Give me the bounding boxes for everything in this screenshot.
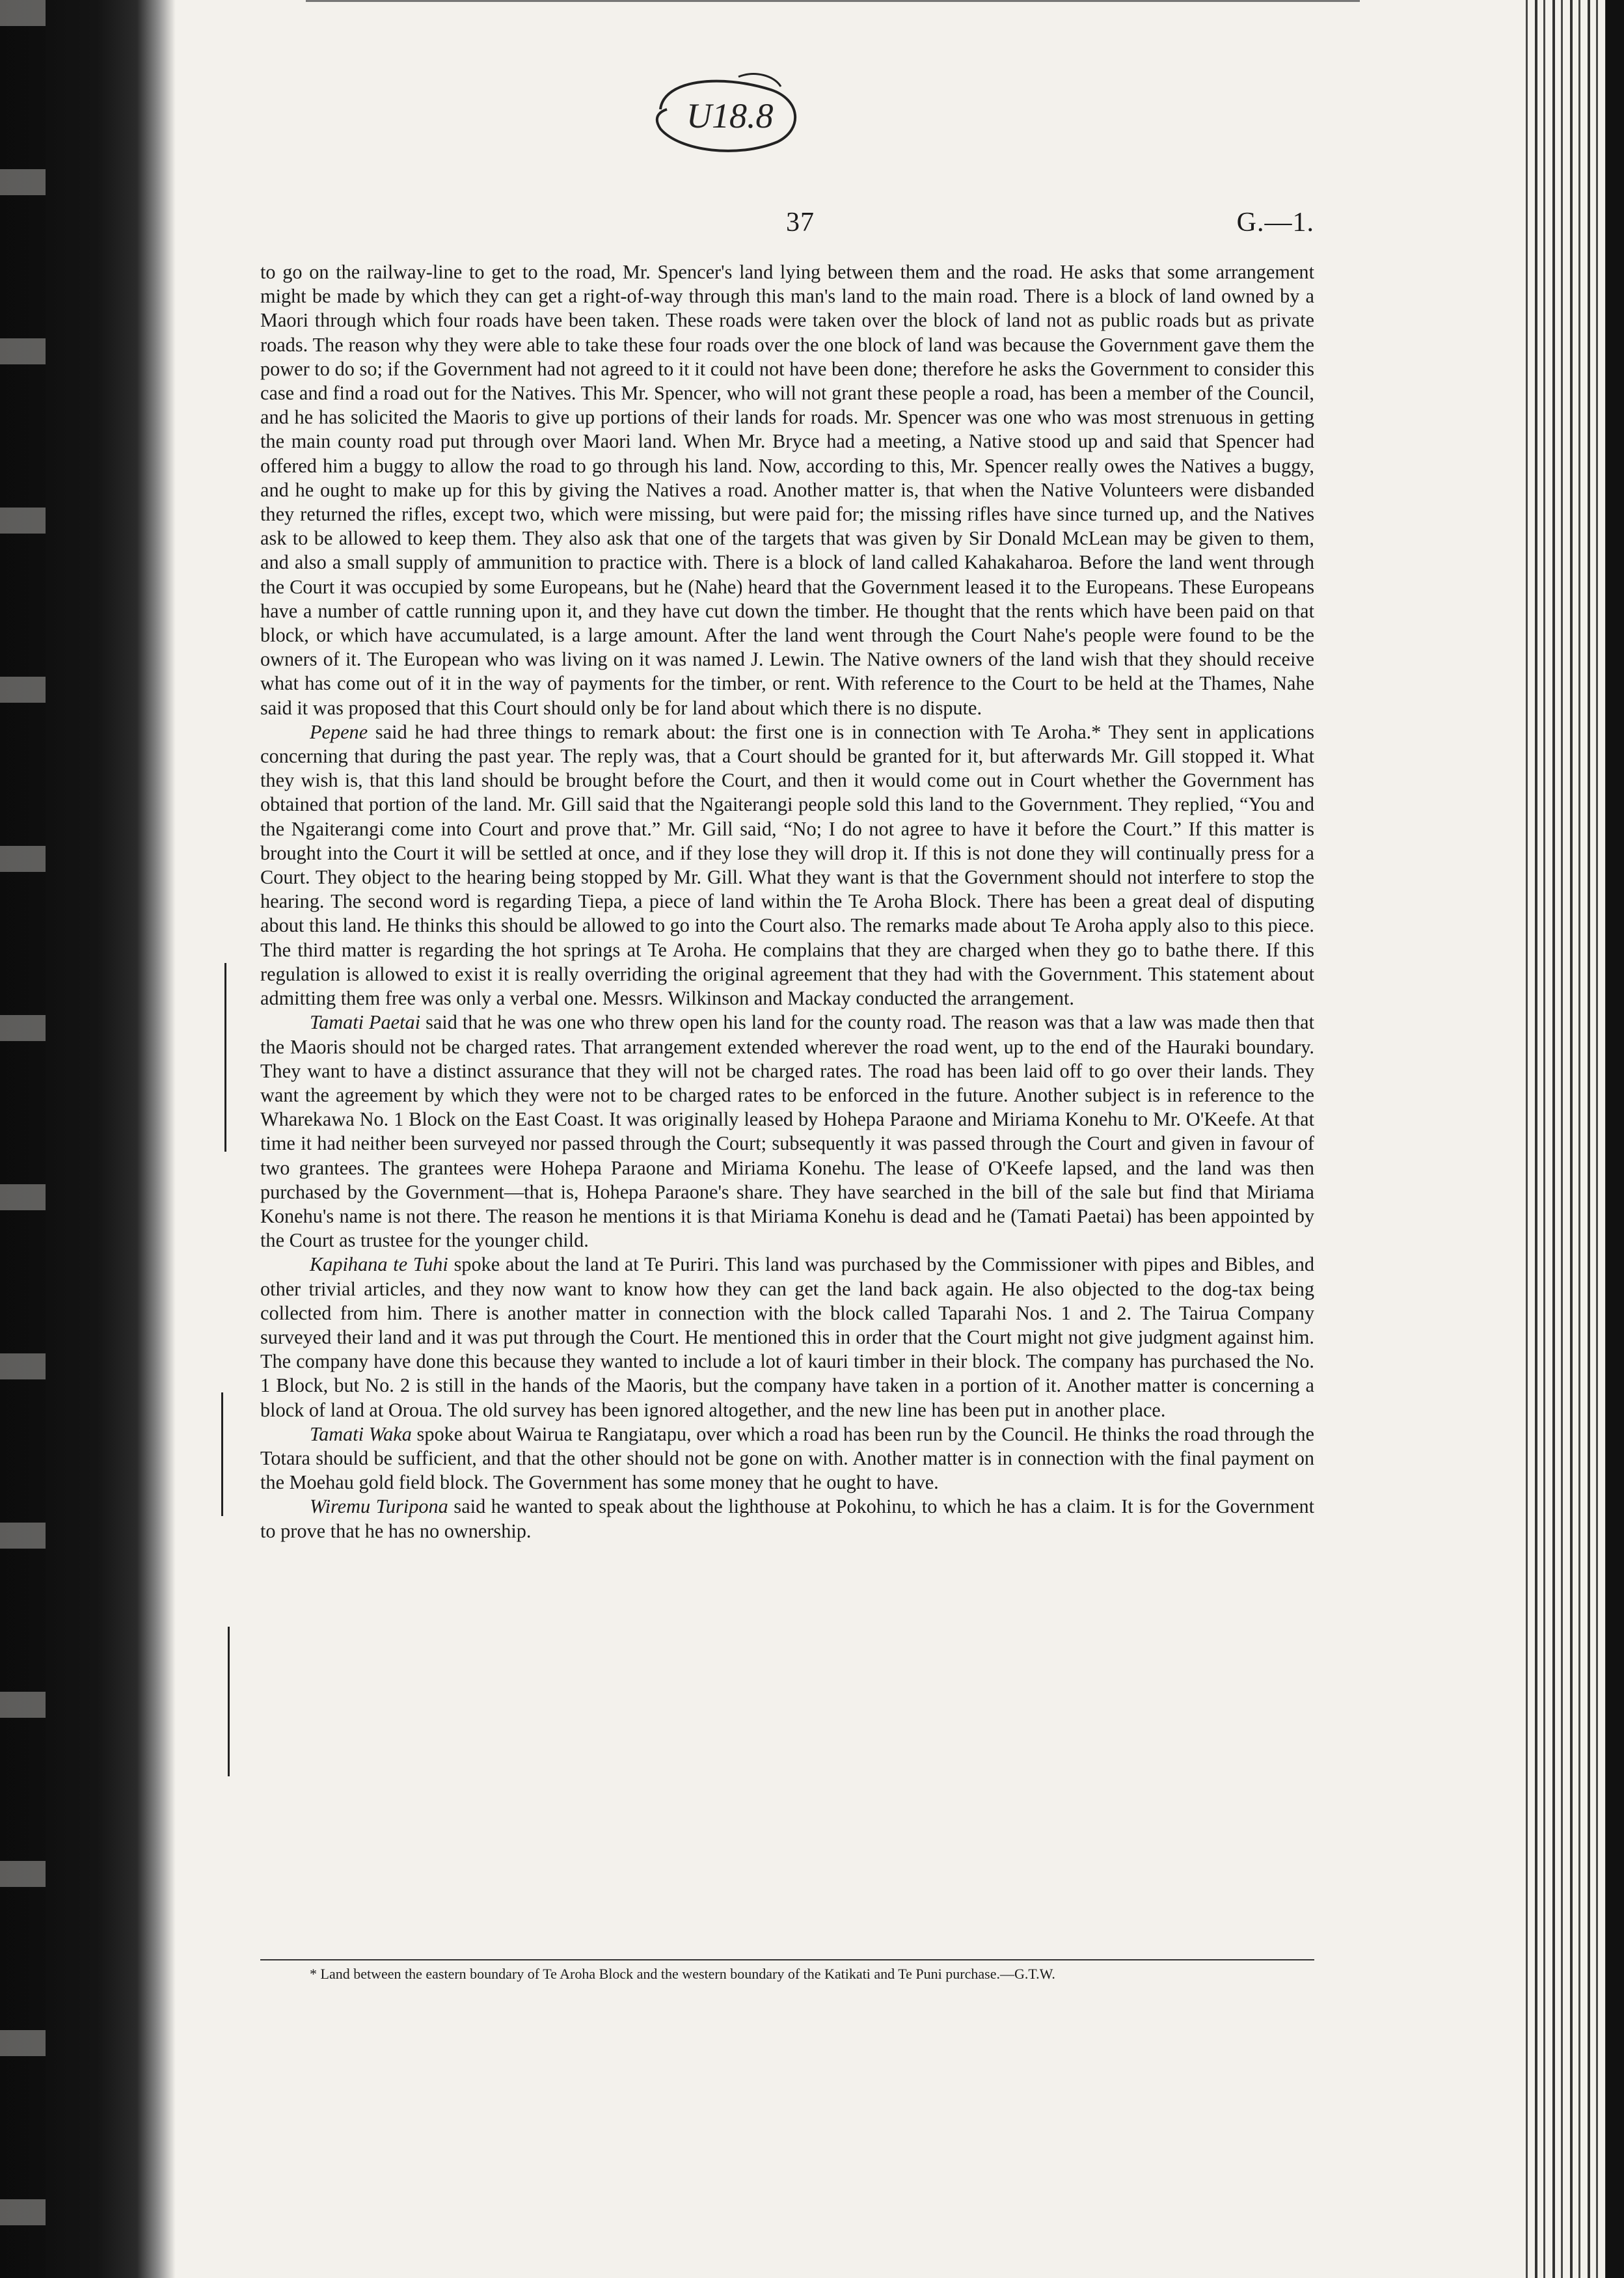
footnote: * Land between the eastern boundary of Te Aroha Block and the western boundary of the Katikati and Te Puni purchase.—G.T.W. <box>310 1966 1055 1982</box>
speaker-name: Pepene <box>310 720 368 743</box>
stamp-text: U18.8 <box>686 96 774 135</box>
speaker-name: Tamati Paetai <box>310 1011 421 1034</box>
speaker-name: Wiremu Turipona <box>310 1495 448 1518</box>
margin-pencil-mark <box>228 1627 230 1776</box>
body-text <box>260 260 1314 1543</box>
stamp-ring-icon <box>641 64 810 161</box>
paragraph-wiremu-turipona <box>260 1495 1314 1543</box>
speaker-name: Tamati Waka <box>310 1422 412 1445</box>
document-reference: G.—1. <box>1236 208 1314 237</box>
paragraph-text: said that he was one who threw open his land for the county road. The reason was that a law was made then that the Maoris should not be charged rates. That arrangement extended wherever the road went, up to the end of the Hauraki boundary. They want to have a distinct assurance that they will not be charged rates. The road has been laid off to go over their lands. They want the agreement by which they were not to be charged rates to be enforced in the future. Another subject is in reference to the Wharekawa No. 1 Block on the East Coast. It was originally leased by Hohepa Paraone and Miriama Konehu to Mr. O'Keefe. At that time it had neither been surveyed nor passed through the Court; subsequently it was passed through the Court and given in favour of two grantees. The grantees were Hohepa Paraone and Miriama Konehu. The lease of O'Keefe lapsed, and the land was then purchased by the Government—that is, Hohepa Paraone's share. They have searched in the bill of the sale but find that Miriama Konehu's name is not there. The reason he mentions it is that Miriama Konehu is dead and he (Tamati Paetai) has been appointed by the Court as trustee for the younger child. <box>260 1011 1314 1252</box>
paragraph-text: said he wanted to speak about the lighthouse at Pokohinu, to which he has a claim. It is for the Government to prove that he has no ownership. <box>260 1495 1315 1542</box>
paragraph-text: to go on the railway-line to get to the road, Mr. Spencer's land lying between them and the road. He asks that some arrangement might be made by which they can get a right-of-way through this man's land to the main road. There is a block of land owned by a Maori through which four roads have been taken. These roads were taken over the block of land not as public roads but as private roads. The reason why they were able to take these four roads over the one block of land was because the Government gave them the power to do so; if the Government had not agreed to it it could not have been done; therefore he asks the Government to consider this case and find a road out for the Natives. This Mr. Spencer, who will not grant these people a road, has been a member of the Council, and he has solicited the Maoris to give up portions of their lands for roads. Mr. Spencer was one who was most strenuous in getting the main county road put through over Maori land. When Mr. Bryce had a meeting, a Native stood up and said that Spencer had offered him a buggy to allow the road to go through his land. Now, according to this, Mr. Spencer really owes the Natives a buggy, and he ought to make up for this by giving the Natives a road. Another matter is, that when the Native Volunteers were disbanded they returned the rifles, except two, which were missing, but were paid for; the missing rifles have since turned up, and the Natives ask to be allowed to keep them. They also ask that one of the targets that was given by Sir Donald McLean may be given to them, and also a small supply of ammunition to practice with. There is a block of land called Kahakaharoa. Before the land went through the Court it was occupied by some Europeans, but he (Nahe) heard that the Government leased it to the Europeans. These Europeans have a number of cattle running upon it, and they have cut down the timber. He thought that the rents which have been paid on that block, or which have accumulated, is a large amount. After the land went through the Court Nahe's people were found to be the owners of it. The European who was living on it was named J. Lewin. The Native owners of the land wish that they should receive what has come out of it in the way of payments for the timber, or rent. With reference to the Court to be held at the Thames, Nahe said it was proposed that this Court should only be for land about which there is no dispute. <box>260 261 1314 719</box>
footnote-rule <box>260 1959 1314 1960</box>
paragraph-kapihana-te-tuhi <box>260 1253 1314 1422</box>
paragraph-text: said he had three things to remark about: the first one is in connection with Te Aroha.* They sent in applications concerning that during the past year. The reply was, that a Court should be granted for it, but afterwards Mr. Gill stopped it. What they wish is, that this land should be brought before the Court, and then it would come out in Court whether the Government has obtained that portion of the land. Mr. Gill said that the Ngaiterangi people sold this land to the Government. They replied, “You and the Ngaiterangi come into Court and prove that.” Mr. Gill said, “No; I do not agree to have it before the Court.” If this matter is brought into the Court it will be settled at once, and if they lose they will drop it. If this is not done they will continually press for a Court. They object to the hearing being stopped by Mr. Gill. What they want is that the Government should not interfere to stop the hearing. The second word is regarding Tiepa, a piece of land within the Te Aroha Block. There has been a great deal of disputing about this land. He thinks this should be allowed to go into the Court also. The remarks made about Te Aroha apply also to this piece. The third matter is regarding the hot springs at Te Aroha. He complains that they are charged when they go to bathe there. If this regulation is allowed to exist it is really overriding the original agreement that they had with the Government. This statement about admitting them free was only a verbal one. Messrs. Wilkinson and Mackay conducted the arrangement. <box>260 720 1314 1010</box>
top-edge-rule <box>306 0 1360 2</box>
paragraph-tamati-waka <box>260 1422 1314 1495</box>
paragraph-continued <box>260 260 1314 720</box>
scan-binding-texture-left <box>0 0 46 2278</box>
margin-pencil-mark <box>224 963 226 1152</box>
page-number: 37 <box>786 208 815 237</box>
paragraph-text: spoke about Wairua te Rangiatapu, over which a road has been run by the Council. He thinks the road through the Totara should be sufficient, and that the other should not be gone on with. Another matter is in connection with the final payment on the Moehau gold field block. The Government has some money that he ought to have. <box>260 1422 1314 1494</box>
paragraph-pepene <box>260 720 1314 1010</box>
paragraph-tamati-paetai <box>260 1010 1314 1253</box>
scan-edge-right <box>1606 0 1624 2278</box>
speaker-name: Kapihana te Tuhi <box>310 1253 448 1276</box>
handwritten-archive-stamp <box>641 64 810 161</box>
paragraph-text: spoke about the land at Te Puriri. This land was purchased by the Commissioner with pipes and Bibles, and other trivial articles, and they now want to know how they can get the land back again. He also objected to the dog-tax being collected from him. There is another matter in connection with the block called Taparahi Nos. 1 and 2. The Tairua Company surveyed their land and it was put through the Court. He mentioned this in order that the Court might not give judgment against him. The company have done this because they wanted to include a lot of kauri timber in their block. The company has purchased the No. 1 Block, but No. 2 is still in the hands of the Maoris, but the company have taken in a portion of it. Another matter is concerning a block of land at Oroua. The old survey has been ignored altogether, and the new line has been put in another place. <box>260 1253 1314 1421</box>
margin-pencil-mark <box>221 1392 223 1516</box>
